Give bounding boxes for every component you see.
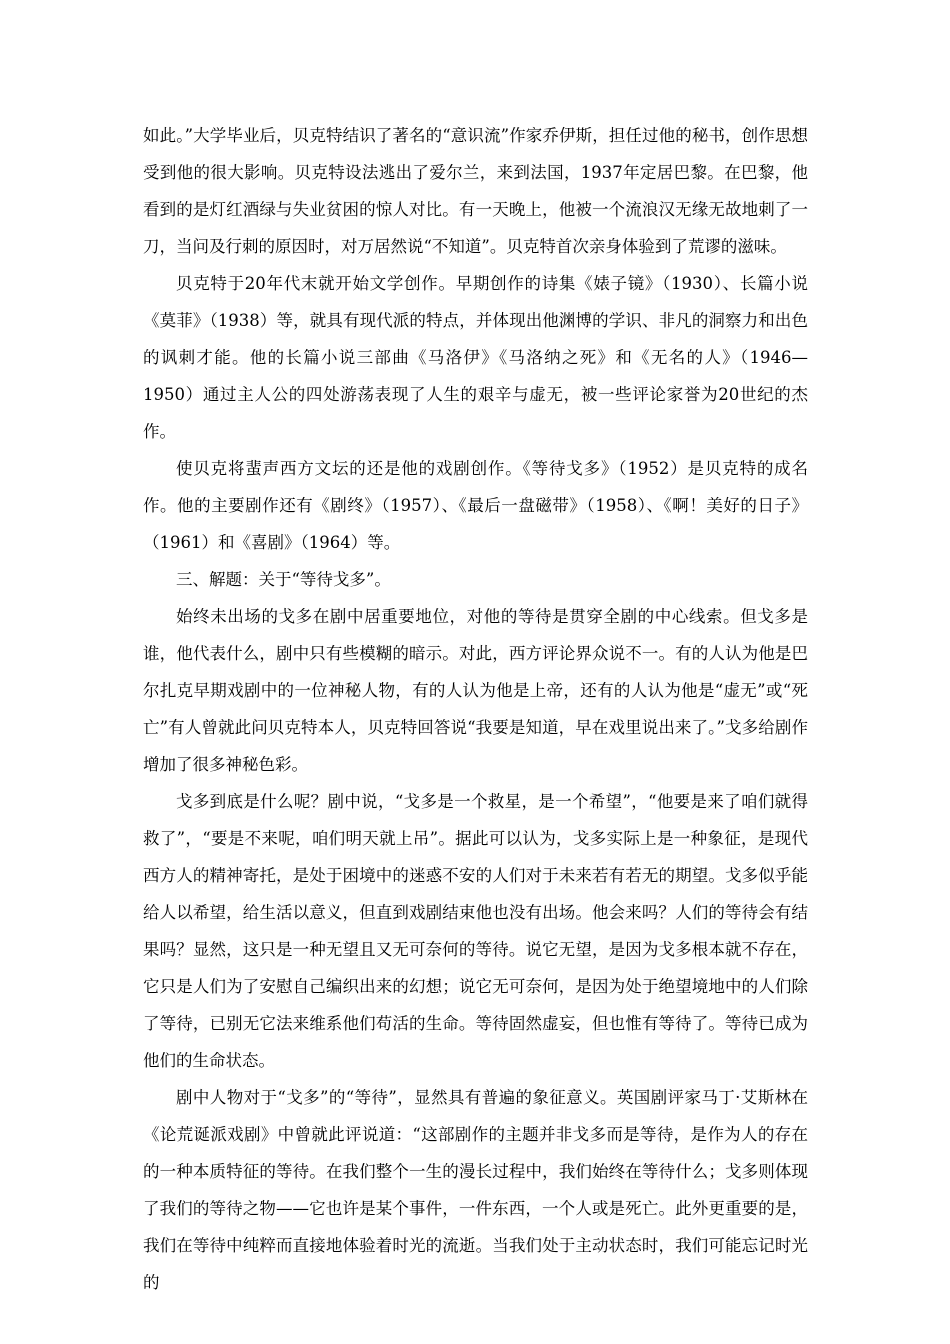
paragraph-1: 如此。”大学毕业后，贝克特结识了著名的“意识流”作家乔伊斯，担任过他的秘书，创作思想受到他的很大影响。贝克特设法逃出了爱尔兰，来到法国，1937年定居巴黎。在巴黎，他看到的是灯红酒绿与失业贫困的惊人对比。有一天晚上，他被一个流浪汉无缘无故地刺了一刀，当问及行刺的原因时，对万居然说“不知道”。贝克特首次亲身体验到了荒谬的滋味。 (143, 126, 808, 256)
document-body (143, 117, 808, 1301)
section-heading: 三、解题：关于“等待戈多”。 (176, 570, 391, 589)
paragraph-4: 始终未出场的戈多在剧中居重要地位，对他的等待是贯穿全剧的中心线索。但戈多是谁，他代表什么，剧中只有些模糊的暗示。对此，西方评论界众说不一。有的人认为他是巴尔扎克早期戏剧中的一位神秘人物，有的人认为他是上帝，还有的人认为他是“虚无”或“死亡”有人曾就此问贝克特本人，贝克特回答说“我要是知道，早在戏里说出来了。”戈多给剧作增加了很多神秘色彩。 (143, 607, 808, 774)
paragraph-6: 剧中人物对于“戈多”的“等待”，显然具有普遍的象征意义。英国剧评家马丁·艾斯林在《论荒诞派戏剧》中曾就此评说道：“这部剧作的主题并非戈多而是等待，是作为人的存在的一种本质特征的等待。在我们整个一生的漫长过程中，我们始终在等待什么；戈多则体现了我们的等待之物——它也许是某个事件，一件东西，一个人或是死亡。此外更重要的是，我们在等待中纯粹而直接地体验着时光的流逝。当我们处于主动状态时，我们可能忘记时光的 (143, 1088, 808, 1292)
paragraph-5: 戈多到底是什么呢？剧中说，“戈多是一个救星，是一个希望”，“他要是来了咱们就得救了”，“要是不来呢，咱们明天就上吊”。据此可以认为，戈多实际上是一种象征，是现代西方人的精神寄托，是处于困境中的迷惑不安的人们对于未来若有若无的期望。戈多似乎能给人以希望，给生活以意义，但直到戏剧结束他也没有出场。他会来吗？人们的等待会有结果吗？显然，这只是一种无望且又无可奈何的等待。说它无望，是因为戈多根本就不存在，它只是人们为了安慰自己编织出来的幻想；说它无可奈何，是因为处于绝望境地中的人们除了等待，已别无它法来维系他们苟活的生命。等待固然虚妄，但也惟有等待了。等待已成为他们的生命状态。 (143, 792, 808, 1070)
paragraph-2: 贝克特于20年代末就开始文学创作。早期创作的诗集《婊子镜》（1930）、长篇小说《莫菲》（1938）等，就具有现代派的特点，并体现出他渊博的学识、非凡的洞察力和出色的讽刺才能。他的长篇小说三部曲《马洛伊》《马洛纳之死》和《无名的人》（1946—1950）通过主人公的四处游荡表现了人生的艰辛与虚无，被一些评论家誉为20世纪的杰作。 (143, 274, 808, 441)
paragraph-3: 使贝克将蜚声西方文坛的还是他的戏剧创作。《等待戈多》（1952）是贝克特的成名作。他的主要剧作还有《剧终》（1957）、《最后一盘磁带》（1958）、《啊！美好的日子》（1961）和《喜剧》（1964）等。 (143, 459, 808, 552)
